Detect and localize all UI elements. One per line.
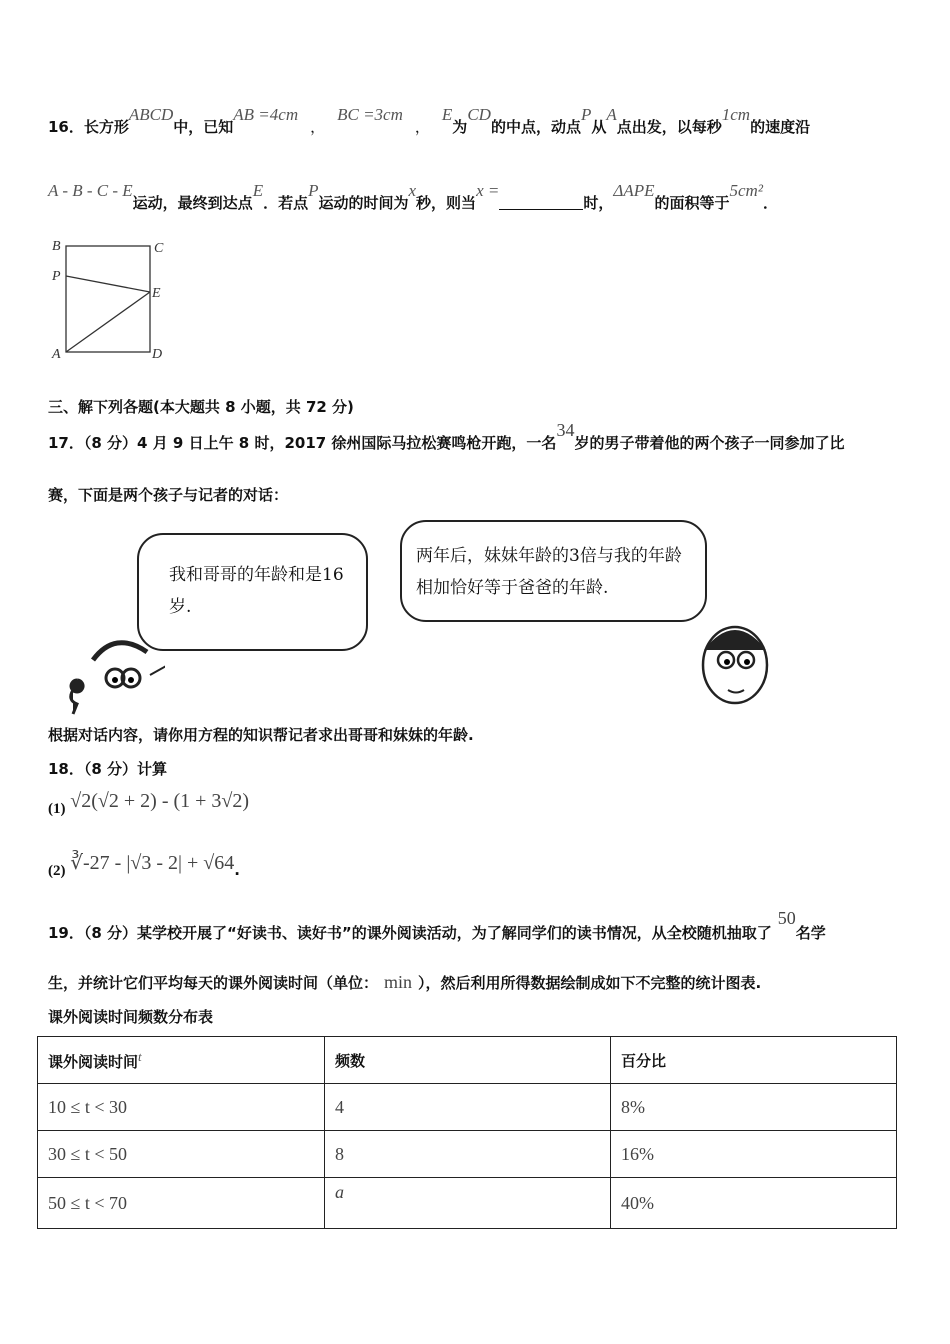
table-row: 30 ≤ t < 50 8 16% [38, 1131, 897, 1178]
table-title: 课外阅读时间频数分布表 [48, 1008, 214, 1026]
q18-title: 18．（8 分）计算 [48, 760, 168, 778]
table-row: 10 ≤ t < 30 4 8% [38, 1084, 897, 1131]
answer-blank[interactable] [499, 209, 583, 210]
rectangle-figure [44, 234, 174, 364]
label-A: A [52, 347, 61, 362]
q18-part2: (2) ∛-27 - |√3 - 2| + √64. [48, 852, 240, 879]
q19-line1: 19．（8 分）某学校开展了“好读书、读好书”的课外阅读活动，为了解同学们的读书情况，从全校随机抽取了50名学 [48, 908, 826, 942]
label-B: B [52, 239, 61, 254]
table-row: 50 ≤ t < 70 a 40% [38, 1178, 897, 1229]
label-D: D [152, 347, 163, 362]
q18-part1: (1) √2(√2 + 2) - (1 + 3√2) [48, 790, 250, 817]
section-heading: 三、解下列各题(本大题共 8 小题，共 72 分) [48, 398, 354, 416]
q16-line2: A - B - C - E运动，最终到达点E．若点P运动的时间为x秒，则当x =时，ΔAPE的面积等于5cm²． [48, 181, 778, 212]
label-P: P [52, 269, 61, 284]
q17-line2: 赛，下面是两个孩子与记者的对话： [48, 486, 289, 504]
frequency-table [37, 1036, 897, 1229]
table-header-row: 课外阅读时间t 频数 百分比 [38, 1037, 897, 1084]
speech-bubble-left: 我和哥哥的年龄和是16岁. [137, 533, 368, 651]
label-C: C [154, 241, 164, 256]
q16-line1: 16．长方形ABCD中，已知AB =4cm，BC =3cm，E为CD的中点，动点P从A点出发，以每秒1cm的速度沿 [48, 105, 811, 136]
label-E: E [152, 286, 161, 301]
q17-ask: 根据对话内容，请你用方程的知识帮记者求出哥哥和妹妹的年龄. [48, 726, 474, 744]
speech-bubble-right: 两年后，妹妹年龄的3倍与我的年龄相加恰好等于爸爸的年龄. [400, 520, 707, 622]
girl-cartoon [55, 620, 165, 715]
q17-line1: 17．（8 分）4 月 9 日上午 8 时，2017 徐州国际马拉松赛鸣枪开跑，一名34岁的男子带着他的两个孩子一同参加了比 [48, 420, 845, 452]
q19-line2: 生，并统计它们平均每天的课外阅读时间（单位： min ），然后利用所得数据绘制成如下不完整的统计图表. [48, 972, 762, 992]
boy-cartoon [690, 610, 780, 710]
